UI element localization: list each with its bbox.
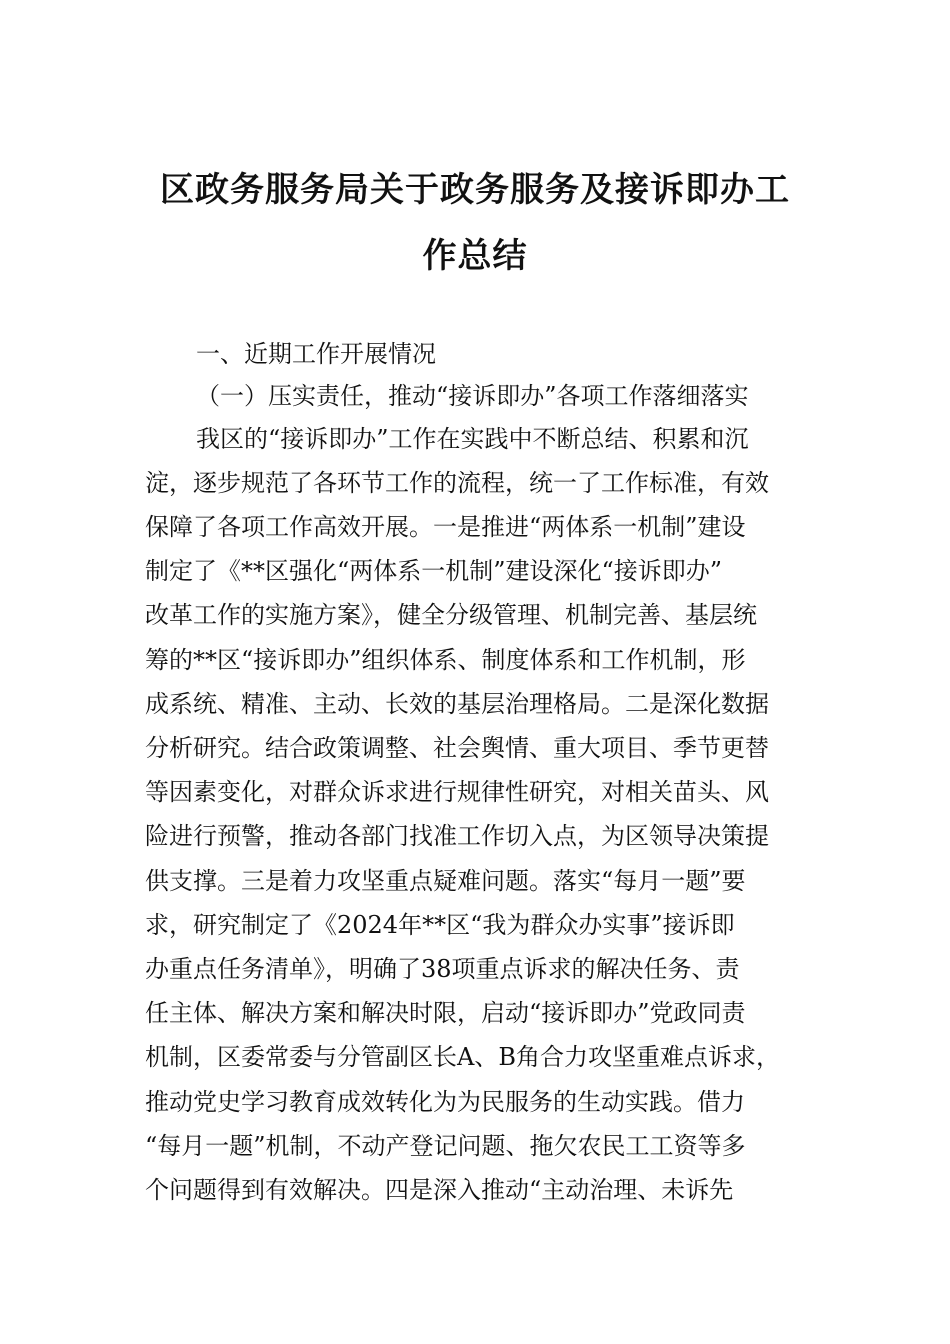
- body-line: 险进行预警，推动各部门找准工作切入点，为区领导决策提: [145, 822, 769, 850]
- body-line: 改革工作的实施方案》，健全分级管理、机制完善、基层统: [145, 601, 757, 629]
- body-line: 供支撑。三是着力攻坚重点疑难问题。落实“每月一题”要: [145, 867, 746, 895]
- body-line: 求，研究制定了《2024年**区“我为群众办实事”接诉即: [145, 911, 735, 939]
- body-line: 任主体、解决方案和解决时限，启动“接诉即办”党政同责: [145, 999, 746, 1027]
- document-title-line-1: 区政务服务局关于政务服务及接诉即办工: [160, 170, 790, 210]
- body-line: 保障了各项工作高效开展。一是推进“两体系一机制”建设: [145, 513, 746, 541]
- body-line: 等因素变化，对群众诉求进行规律性研究，对相关苗头、风: [145, 778, 769, 806]
- document-title-line-2: 作总结: [422, 236, 528, 276]
- body-line: 推动党史学习教育成效转化为为民服务的生动实践。借力: [145, 1088, 745, 1116]
- body-line: 制定了《**区强化“两体系一机制”建设深化“接诉即办”: [145, 557, 723, 585]
- body-line: 我区的“接诉即办”工作在实践中不断总结、积累和沉: [196, 425, 749, 453]
- body-line: “每月一题”机制，不动产登记问题、拖欠农民工工资等多: [145, 1132, 746, 1160]
- body-line: 淀，逐步规范了各环节工作的流程，统一了工作标准，有效: [145, 469, 769, 497]
- body-line: 成系统、精准、主动、长效的基层治理格局。二是深化数据: [145, 690, 769, 718]
- subsection-heading: （一）压实责任，推动“接诉即办”各项工作落细落实: [196, 382, 749, 410]
- body-line: 分析研究。结合政策调整、社会舆情、重大项目、季节更替: [145, 734, 769, 762]
- body-line: 办重点任务清单》，明确了38项重点诉求的解决任务、责: [145, 955, 740, 983]
- body-line: 机制，区委常委与分管副区长A、B角合力攻坚重难点诉求，: [145, 1043, 780, 1071]
- body-line: 筹的**区“接诉即办”组织体系、制度体系和工作机制，形: [145, 646, 746, 674]
- section-heading: 一、近期工作开展情况: [196, 340, 436, 368]
- body-line: 个问题得到有效解决。四是深入推动“主动治理、未诉先: [145, 1176, 734, 1204]
